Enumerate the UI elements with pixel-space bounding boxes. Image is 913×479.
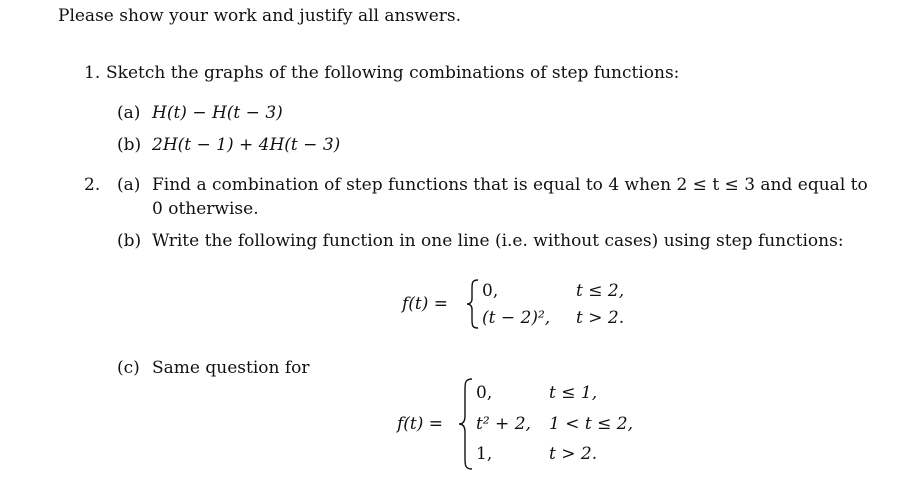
problem-1b-expr: 2H(t − 1) + 4H(t − 3) xyxy=(152,135,341,155)
piecewise-2c-cond-2: 1 < t ≤ 2, xyxy=(549,414,633,434)
piecewise-2b-value-1: 0, xyxy=(482,281,499,301)
piecewise-2c-cond-3: t > 2. xyxy=(549,444,598,464)
piecewise-2b-value-2: (t − 2)², xyxy=(482,308,551,328)
piecewise-2c-lhs: f(t) = xyxy=(397,414,444,434)
problem-2a-label: (a) xyxy=(117,175,141,195)
problem-1a-expr: H(t) − H(t − 3) xyxy=(152,103,283,123)
piecewise-2c-value-2: t² + 2, xyxy=(476,414,531,434)
problem-2c-text: Same question for xyxy=(152,358,310,378)
problem-2b-label: (b) xyxy=(117,231,142,251)
brace-2b xyxy=(466,279,480,329)
piecewise-2c-cond-1: t ≤ 1, xyxy=(549,383,598,403)
problem-1a-label: (a) xyxy=(117,103,141,123)
problem-2a-text-line1: Find a combination of step functions that is equal to 4 when 2 ≤ t ≤ 3 and equal to xyxy=(152,175,868,195)
piecewise-2b-cond-2: t > 2. xyxy=(576,308,625,328)
problem-1b-label: (b) xyxy=(117,135,142,155)
piecewise-2c-value-1: 0, xyxy=(476,383,493,403)
brace-2c xyxy=(458,378,474,470)
piecewise-2b-lhs: f(t) = xyxy=(402,294,449,314)
problem-2a-text-line2: 0 otherwise. xyxy=(152,199,259,219)
problem-2-number: 2. xyxy=(84,175,101,195)
problem-1-text: Sketch the graphs of the following combinations of step functions: xyxy=(106,63,680,83)
problem-2c-label: (c) xyxy=(117,358,140,378)
piecewise-2b-cond-1: t ≤ 2, xyxy=(576,281,625,301)
problem-2b-text: Write the following function in one line (i.e. without cases) using step functions: xyxy=(152,231,844,251)
instructions-text: Please show your work and justify all answers. xyxy=(58,6,462,26)
problem-1-number: 1. xyxy=(84,63,101,83)
piecewise-2c-value-3: 1, xyxy=(476,444,493,464)
